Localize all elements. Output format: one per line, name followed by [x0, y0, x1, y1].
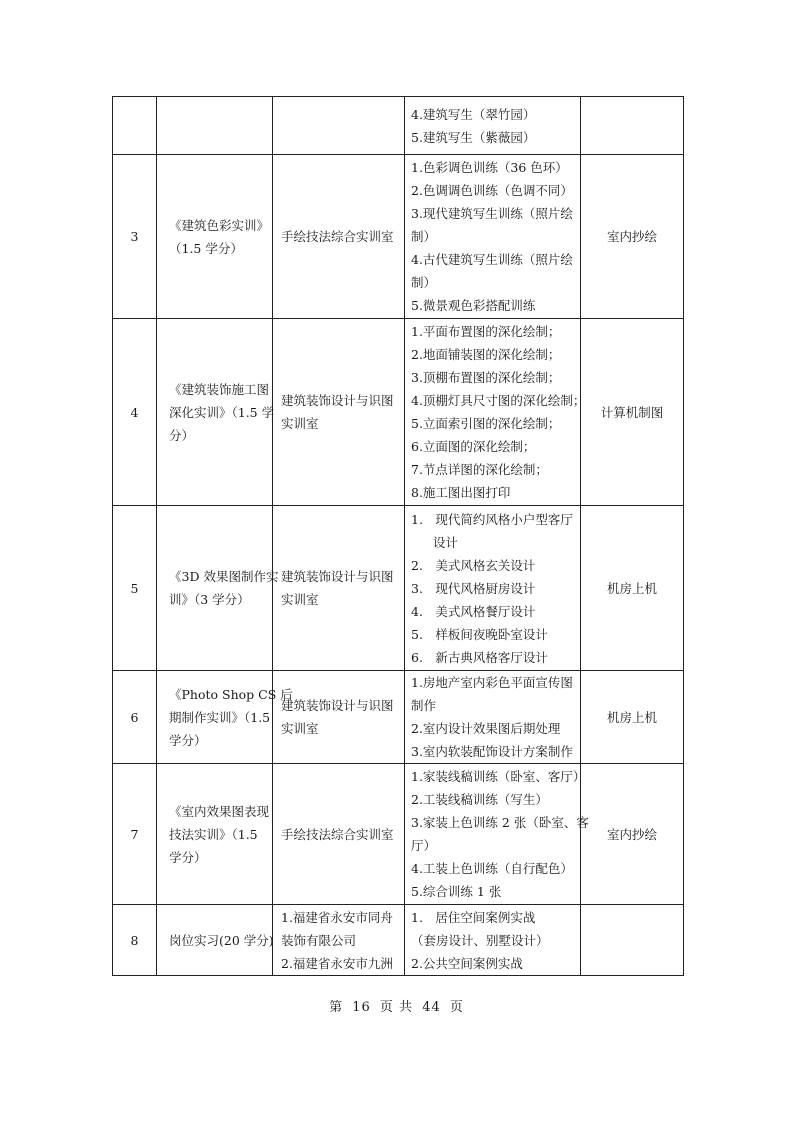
content-line: 5. 样板间夜晚卧室设计: [411, 626, 548, 642]
content-line: 1.家装线稿训练（卧室、客厅）: [411, 769, 586, 784]
course-name-line: 深化实训》（1.5 学: [169, 404, 275, 420]
footer-suffix: 页: [449, 1000, 464, 1015]
content-line: 制）: [411, 275, 437, 290]
row-number-cell: 4: [113, 319, 157, 506]
course-name-cell: [157, 97, 273, 155]
course-name-cell: [157, 506, 279, 671]
content-line: （套房设计、别墅设计）: [411, 932, 549, 948]
training-room-cell: [273, 155, 405, 319]
page-footer: [0, 996, 793, 1015]
training-room-line: 2.福建省永安市九洲: [281, 955, 393, 971]
course-name-line: 《建筑色彩实训》: [169, 217, 270, 233]
content-line: 4.建筑写生（翠竹园）: [411, 106, 536, 122]
content-line: 4.工装上色训练（自行配色）: [411, 861, 573, 876]
content-line: 6. 新古典风格客厅设计: [411, 649, 548, 665]
content-line: 2.室内设计效果图后期处理: [411, 721, 561, 736]
row-number-cell: 8: [113, 905, 157, 976]
course-name-line: 岗位实习(20 学分): [169, 932, 274, 948]
training-room-cell: [273, 319, 405, 506]
content-line: 5.综合训练 1 张: [411, 884, 502, 899]
table-row: [113, 155, 684, 319]
content-line: 设计: [433, 534, 459, 550]
content-line: 2.工装线稿训练（写生）: [411, 792, 548, 807]
training-room-line: 实训室: [281, 416, 319, 431]
training-content-cell: [405, 506, 581, 671]
course-name-line: 期制作实训》（1.5: [169, 709, 271, 725]
training-room-line: 实训室: [281, 592, 319, 607]
row-number-cell: 3: [113, 155, 157, 319]
training-method-cell: [581, 97, 684, 155]
training-room-cell: [273, 905, 405, 976]
content-line: 1. 现代简约风格小户型客厅: [411, 511, 573, 527]
table-row: [113, 905, 684, 976]
training-room-line: 手绘技法综合实训室: [281, 826, 394, 842]
course-name-line: 学分）: [169, 732, 207, 748]
course-name-line: 技法实训》（1.5: [169, 826, 258, 842]
content-line: 6.立面图的深化绘制；: [411, 439, 536, 454]
content-line: 7.节点详图的深化绘制；: [411, 462, 548, 477]
training-content-cell: [405, 671, 581, 764]
training-room-line: 建筑装饰设计与识图: [281, 393, 394, 408]
course-name-cell: [157, 319, 273, 506]
content-line: 1.平面布置图的深化绘制；: [411, 324, 561, 339]
training-room-line: 建筑装饰设计与识图: [281, 698, 394, 713]
course-name-cell: [157, 671, 293, 764]
training-method-cell: 室内抄绘: [581, 155, 684, 319]
content-line: 2. 美式风格玄关设计: [411, 557, 536, 573]
training-method-cell: 机房上机: [581, 506, 684, 671]
content-line: 4.顶棚灯具尺寸图的深化绘制；: [411, 393, 586, 408]
current-page-number: 16: [352, 1000, 371, 1015]
content-line: 5.微景观色彩搭配训练: [411, 298, 536, 313]
course-name-cell: [157, 764, 273, 905]
course-name-cell: [157, 155, 273, 319]
training-method-cell: [581, 905, 684, 976]
total-page-count: 44: [422, 1000, 441, 1015]
table-row: [113, 764, 684, 905]
training-room-line: 建筑装饰设计与识图: [281, 569, 394, 584]
training-room-line: 装饰有限公司: [281, 932, 357, 948]
training-method-cell: 室内抄绘: [581, 764, 684, 905]
course-name-line: 分）: [169, 427, 195, 443]
course-name-line: 《Photo Shop CS 后: [169, 686, 293, 702]
table-row: [113, 319, 684, 506]
content-line: 2.公共空间案例实战: [411, 955, 523, 971]
training-content-cell: [405, 155, 581, 319]
training-content-cell: [405, 97, 581, 155]
training-content-cell: [405, 905, 581, 976]
training-method-cell: 计算机制图: [581, 319, 684, 506]
content-line: 2.地面铺装图的深化绘制；: [411, 347, 561, 362]
course-name-line: （1.5 学分）: [169, 240, 243, 256]
row-number-cell: [113, 97, 157, 155]
content-line: 3.顶棚布置图的深化绘制；: [411, 370, 561, 385]
content-line: 制）: [411, 229, 437, 244]
content-line: 8.施工图出图打印: [411, 485, 511, 500]
training-room-cell: [273, 97, 405, 155]
training-course-table: [112, 96, 684, 976]
row-number-cell: 5: [113, 506, 157, 671]
course-name-line: 《室内效果图表现: [169, 803, 270, 819]
training-room-line: 手绘技法综合实训室: [281, 229, 394, 244]
content-line: 5.建筑写生（紫薇园）: [411, 129, 536, 145]
row-number-cell: 6: [113, 671, 157, 764]
content-line: 3. 现代风格厨房设计: [411, 580, 536, 596]
content-line: 3.家装上色训练 2 张（卧室、客: [411, 815, 589, 830]
course-name-line: 《建筑装饰施工图: [169, 381, 270, 397]
content-line: 1. 居住空间案例实战: [411, 909, 536, 925]
table-row: [113, 97, 684, 155]
training-room-cell: [273, 671, 405, 764]
content-line: 5.立面索引图的深化绘制；: [411, 416, 561, 431]
training-room-line: 1.福建省永安市同舟: [281, 909, 393, 925]
content-line: 4. 美式风格餐厅设计: [411, 603, 536, 619]
footer-mid: 页 共: [379, 1000, 414, 1015]
footer-prefix: 第: [329, 1000, 344, 1015]
content-line: 2.色调调色训练（色调不同）: [411, 183, 573, 198]
training-room-line: 实训室: [281, 721, 319, 736]
content-line: 1.房地产室内彩色平面宣传图: [411, 675, 573, 690]
table-row: [113, 506, 684, 671]
course-name-line: 训》（3 学分）: [169, 592, 250, 607]
content-line: 4.古代建筑写生训练（照片绘: [411, 252, 573, 267]
training-content-cell: [405, 764, 589, 905]
training-room-cell: [273, 764, 405, 905]
content-line: 1.色彩调色训练（36 色环）: [411, 160, 568, 175]
content-line: 3.室内软装配饰设计方案制作: [411, 744, 573, 759]
training-content-cell: [405, 319, 586, 506]
row-number-cell: 7: [113, 764, 157, 905]
course-name-line: 《3D 效果图制作实: [169, 569, 279, 584]
course-name-line: 学分）: [169, 849, 207, 865]
training-room-cell: [273, 506, 405, 671]
content-line: 制作: [411, 698, 437, 713]
content-line: 厅）: [411, 838, 437, 853]
content-line: 3.现代建筑写生训练（照片绘: [411, 206, 573, 221]
training-method-cell: 机房上机: [581, 671, 684, 764]
course-name-cell: [157, 905, 273, 976]
table-row: [113, 671, 684, 764]
